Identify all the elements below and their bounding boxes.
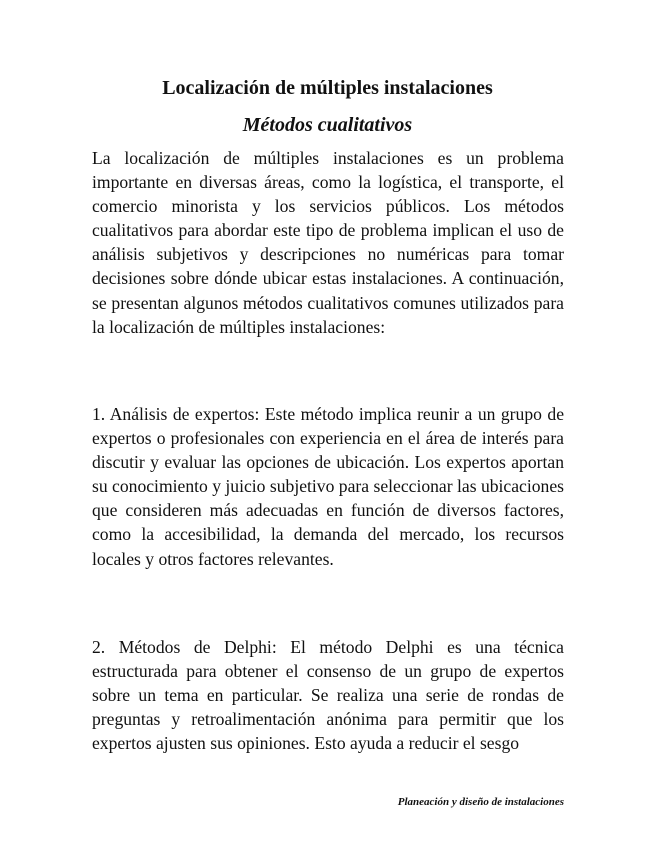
method-expert-analysis-paragraph: 1. Análisis de expertos: Este método implica reunir a un grupo de expertos o profesionales con experiencia en el área de interés para discutir y evaluar las opciones de ubicación. Los expertos aportan su conocimiento y juicio subjetivo para seleccionar las ubicaciones que consideren más adecuadas en función de diversos factores, como la accesibilidad, la demanda del mercado, los recursos locales y otros factores relevantes. xyxy=(92,404,564,569)
intro-paragraph: La localización de múltiples instalaciones es un problema importante en diversas áreas, como la logística, el transporte, el comercio minorista y los servicios públicos. Los métodos cualitativos para abordar este tipo de problema implican el uso de análisis subjetivos y descripciones no numéricas para tomar decisiones sobre dónde ubicar estas instalaciones. A continuación, se presentan algunos métodos cualitativos comunes utilizados para la localización de múltiples instalaciones: xyxy=(92,148,564,337)
page-title: Localización de múltiples instalaciones xyxy=(162,77,493,99)
method-delphi-paragraph: 2. Métodos de Delphi: El método Delphi es una técnica estructurada para obtener el consenso de un grupo de expertos sobre un tema en particular. Se realiza una serie de rondas de preguntas y retroalimentación anónima para permitir que los expertos ajusten sus opiniones. Esto ayuda a reducir el sesgo xyxy=(92,637,564,754)
page-footer: Planeación y diseño de instalaciones xyxy=(397,796,564,808)
section-subtitle: Métodos cualitativos xyxy=(242,114,413,136)
